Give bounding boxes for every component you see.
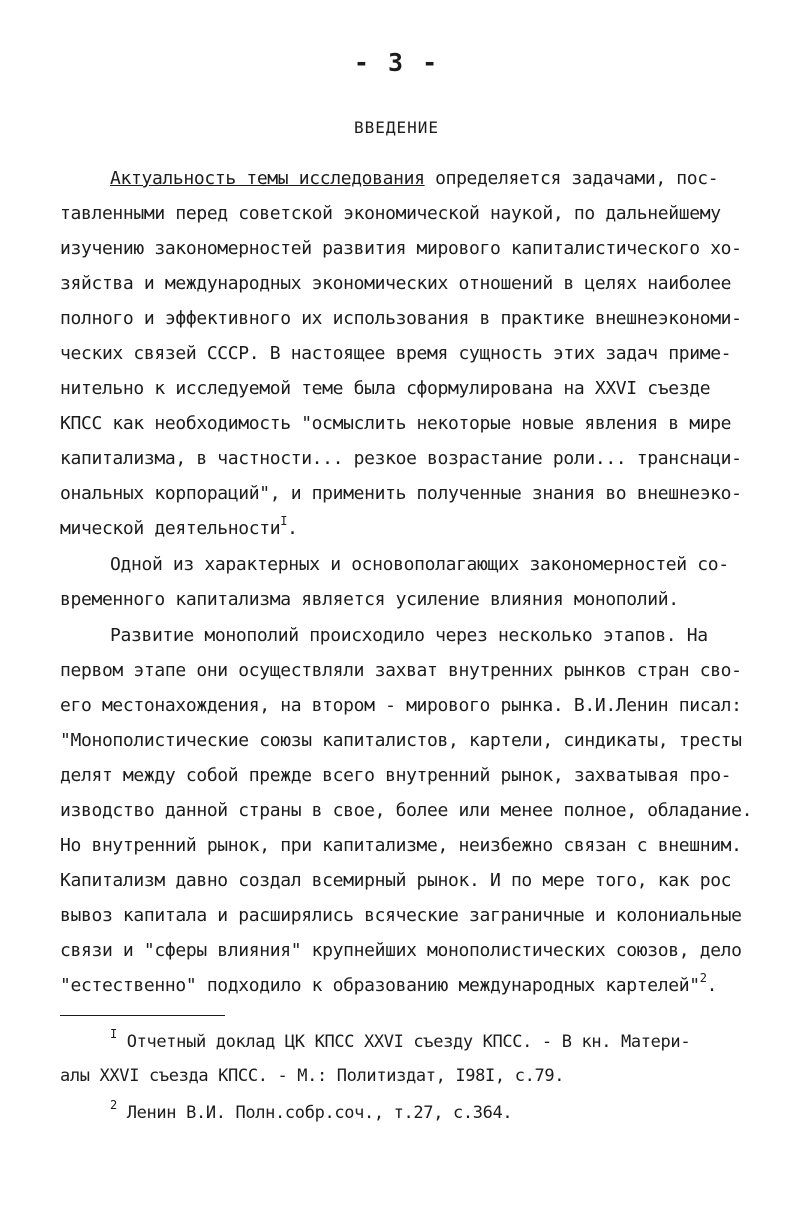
footnote-divider xyxy=(60,1015,225,1016)
paragraph-1-line-4: зяйства и международных экономических отношений в целях наиболее xyxy=(60,273,732,294)
line-text: . xyxy=(706,975,718,996)
underlined-phrase: Актуальность темы исследования xyxy=(110,168,425,189)
paragraph-1-line-5: полного и эффективного их использования в практике внешнеэкономи- xyxy=(60,308,742,329)
paragraph-3-line-7: Но внутренний рынок, при капитализме, неизбежно связан с внешним. xyxy=(60,835,742,856)
line-text: . xyxy=(287,518,298,539)
paragraph-3-line-5: делят между собой прежде всего внутренний рынок, захватывая про- xyxy=(60,765,732,786)
paragraph-3-line-6: изводство данной страны в свое, более или менее полное, обладание. xyxy=(60,800,753,821)
paragraph-3-line-2: первом этапе они осуществляли захват внутренних рынков стран сво- xyxy=(60,660,742,681)
line-text: определяется задачами, пос- xyxy=(424,168,719,189)
paragraph-1-line-11 xyxy=(60,514,760,541)
paragraph-3-line-3: его местонахождения, на втором - мирового рынка. В.И.Ленин писал: xyxy=(60,695,742,716)
paragraph-1-line-3: изучению закономерностей развития мирового капиталистического хо- xyxy=(60,238,742,259)
paragraph-1-line-1 xyxy=(110,167,793,191)
footnote-1-line-1 xyxy=(110,1027,793,1054)
footnote-text: Отчетный доклад ЦК КПСС XXVI съезду КПСС. - В кн. Матери- xyxy=(116,1032,691,1052)
paragraph-3-line-1: Развитие монополий происходило через несколько этапов. На xyxy=(110,625,708,646)
paragraph-1-line-10: ональных корпораций", и применить полученные знания во внешнеэко- xyxy=(60,483,742,504)
footnote-2-line-1 xyxy=(110,1098,793,1125)
footnote-mark-1: I xyxy=(110,1027,117,1042)
line-text: мической деятельности xyxy=(60,518,281,539)
paragraph-2-line-1: Одной из характерных и основополагающих закономерностей со- xyxy=(110,554,729,575)
footnote-text: Ленин В.И. Полн.собр.соч., т.27, с.364. xyxy=(116,1103,513,1123)
paragraph-1-line-6: ческих связей СССР. В настоящее время сущность этих задач приме- xyxy=(60,343,732,364)
footnote-1-line-2: алы XXVI съезда КПСС. - М.: Политиздат, I98I, с.79. xyxy=(60,1066,565,1086)
paragraph-1-line-7: нительно к исследуемой теме была сформулирована на XXVI съезде xyxy=(60,378,711,399)
paragraph-1-line-2: тавленными перед советской экономической наукой, по дальнейшему xyxy=(60,203,721,224)
footnote-ref-1: I xyxy=(280,514,288,528)
paragraph-3-line-10: связи и "сферы влияния" крупнейших монополистических союзов, дело xyxy=(60,940,742,961)
paragraph-1-line-9: капитализма, в частности... резкое возрастание роли... транснаци- xyxy=(60,448,742,469)
paragraph-3-line-4: "Монополистические союзы капиталистов, картели, синдикаты, тресты xyxy=(60,730,742,751)
paragraph-1-line-8: КПСС как необходимость "осмыслить некоторые новые явления в мире xyxy=(60,413,732,434)
section-heading: ВВЕДЕНИЕ xyxy=(353,118,440,137)
paragraph-2-line-2: временного капитализма является усиление влияния монополий. xyxy=(60,589,679,610)
paragraph-3-line-11 xyxy=(60,971,760,998)
paragraph-3-line-9: вывоз капитала и расширялись всяческие заграничные и колониальные xyxy=(60,905,742,926)
footnote-mark-2: 2 xyxy=(110,1098,117,1113)
line-text: "естественно" подходило к образованию международных картелей" xyxy=(60,975,700,996)
paragraph-3-line-8: Капитализм давно создал всемирный рынок. И по мере того, как рос xyxy=(60,870,732,891)
footnote-ref-2: 2 xyxy=(699,971,707,985)
page-number: - 3 - xyxy=(353,48,440,77)
